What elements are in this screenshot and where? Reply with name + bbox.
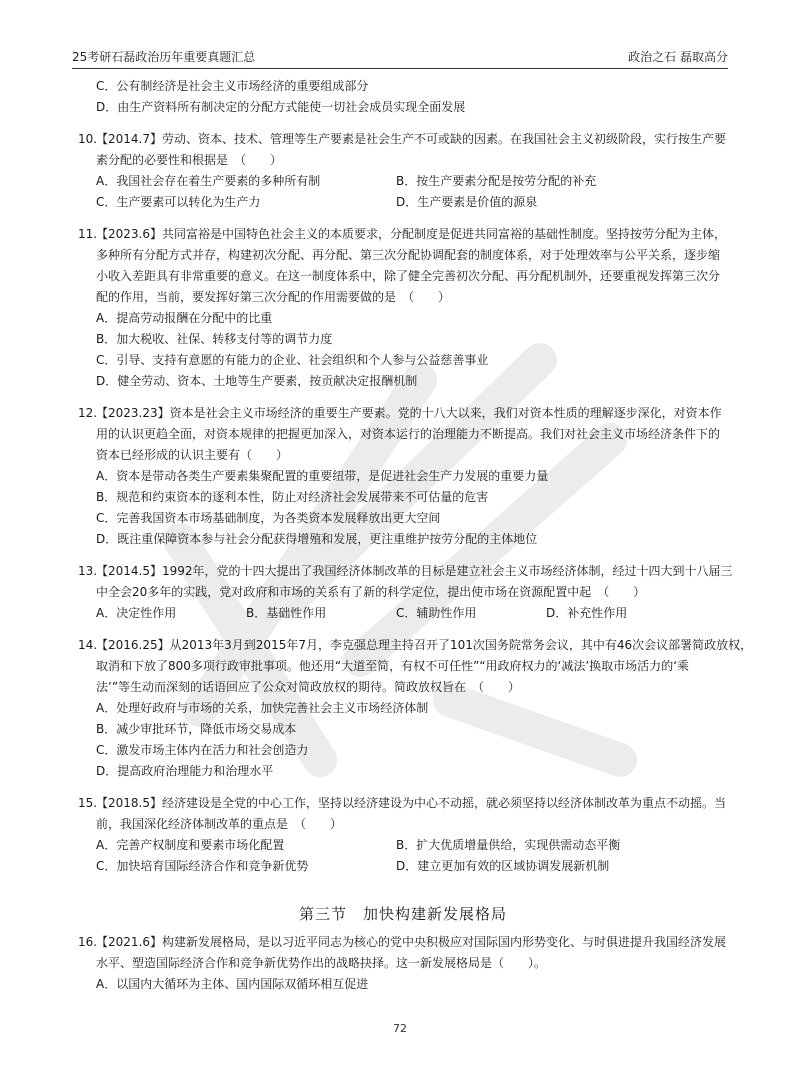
option-c: C．引导、支持有意愿的有能力的企业、社会组织和个人参与公益慈善事业 <box>96 353 489 367</box>
page-number: 72 <box>393 1022 407 1035</box>
question-text: 多种所有分配方式并存，构建初次分配、再分配、第三次分配协调配套的制度体系，对于处理效率与公平关系，逐步缩 <box>96 248 721 262</box>
option-a: A．提高劳动报酬在分配中的比重 <box>96 311 273 325</box>
question-text: 水平、塑造国际经济合作和竞争新优势作出的战略抉择。这一新发展格局是（ ）。 <box>96 956 547 970</box>
option-c: C．激发市场主体内在活力和社会创造力 <box>96 743 309 757</box>
option-a: A．以国内大循环为主体、国内国际双循环相互促进 <box>96 977 369 991</box>
question-number: 10. <box>78 132 98 146</box>
question-text: 取消和下放了800多项行政审批事项。他还用“大道至简，有权不可任性”“用政府权力的‘减法’换取市场活力的‘乘 <box>96 659 690 673</box>
question-text: 小收入差距具有非常重要的意义。在这一制度体系中，除了健全完善初次分配、再分配机制外，还要重视发挥第三次分 <box>96 269 721 283</box>
option-c: C．辅助性作用 <box>396 606 477 620</box>
option-a: A．处理好政府与市场的关系，加快完善社会主义市场经济体制 <box>96 701 429 715</box>
question-13 <box>78 561 733 624</box>
header-slogan: 政治之石 磊取高分 <box>628 50 728 64</box>
option-a: A．资本是带动各类生产要素集聚配置的重要纽带，是促进社会生产力发展的重要力量 <box>96 469 549 483</box>
option-d: D．补充性作用 <box>546 606 628 620</box>
question-number: 13. <box>78 564 98 578</box>
option-d: D．健全劳动、资本、土地等生产要素，按贡献决定报酬机制 <box>96 374 418 388</box>
question-11 <box>78 224 728 392</box>
question-text: 【2018.5】经济建设是全党的中心工作，坚持以经济建设为中心不动摇，就必须坚持以经济体制改革为重点不动摇。当 <box>96 796 726 810</box>
question-text: 【2023.23】资本是社会主义市场经济的重要生产要素。党的十八大以来，我们对资本性质的理解逐步深化，对资本作 <box>96 406 722 420</box>
option-b: B．按生产要素分配是按劳分配的补充 <box>396 174 597 188</box>
question-text: 【2014.5】1992年，党的十四大提出了我国经济体制改革的目标是建立社会主义市场经济体制，经过十四大到十八届三 <box>96 564 733 578</box>
question-text: 配的作用，当前，要发挥好第三次分配的作用需要做的是 （ ） <box>96 290 451 304</box>
option-d: D．建立更加有效的区域协调发展新机制 <box>396 859 610 873</box>
option-b: B．规范和约束资本的逐利本性，防止对经济社会发展带来不可估量的危害 <box>96 490 489 504</box>
question-number: 14. <box>78 638 98 652</box>
question-text: 素分配的必要性和根据是 （ ） <box>96 153 283 167</box>
question-text: 中全会20多年的实践，党对政府和市场的关系有了新的科学定位，提出使市场在资源配置中起 （ ） <box>96 585 646 599</box>
question-number: 12. <box>78 406 98 420</box>
question-15 <box>78 793 728 877</box>
option-b: B．加大税收、社保、转移支付等的调节力度 <box>96 332 333 346</box>
question-number: 16. <box>78 935 98 949</box>
option-d: D．提高政府治理能力和治理水平 <box>96 764 274 778</box>
question-14 <box>78 635 753 782</box>
question-number: 15. <box>78 796 98 810</box>
option-c: C．完善我国资本市场基础制度，为各类资本发展释放出更大空间 <box>96 511 441 525</box>
option-a: A．我国社会存在着生产要素的多种所有制 <box>96 174 321 188</box>
option-b: B．扩大优质增量供给，实现供需动态平衡 <box>396 838 621 852</box>
question-text: 【2023.6】共同富裕是中国特色社会主义的本质要求，分配制度是促进共同富裕的基础性制度。坚持按劳分配为主体， <box>96 227 726 241</box>
option-d: D．生产要素是价值的源泉 <box>396 195 538 209</box>
option-c-prev: C．公有制经济是社会主义市场经济的重要组成部分 <box>96 79 369 93</box>
option-d-prev: D．由生产资料所有制决定的分配方式能使一切社会成员实现全面发展 <box>96 100 466 114</box>
page-header <box>72 46 728 69</box>
question-text: 资本已经形成的认识主要有（ ） <box>96 448 289 462</box>
option-c: C．加快培育国际经济合作和竞争新优势 <box>96 859 309 873</box>
question-16 <box>78 932 728 995</box>
header-title: 25考研石磊政治历年重要真题汇总 <box>72 50 256 64</box>
option-c: C．生产要素可以转化为生产力 <box>96 195 261 209</box>
question-text: 法’”等生动而深刻的话语回应了公众对简政放权的期待。简政放权旨在 （ ） <box>96 680 521 694</box>
question-text: 前，我国深化经济体制改革的重点是 （ ） <box>96 817 343 831</box>
section-title: 第三节 加快构建新发展格局 <box>298 905 507 923</box>
question-10 <box>78 129 728 213</box>
option-b: B．减少审批环节，降低市场交易成本 <box>96 722 297 736</box>
option-a: A．决定性作用 <box>96 606 177 620</box>
question-number: 11. <box>78 227 98 241</box>
option-b: B．基础性作用 <box>246 606 327 620</box>
option-d: D．既注重保障资本参与社会分配获得增殖和发展，更注重维护按劳分配的主体地位 <box>96 532 538 546</box>
question-12 <box>78 403 728 550</box>
page-content <box>78 76 753 995</box>
option-a: A．完善产权制度和要素市场化配置 <box>96 838 285 852</box>
question-text: 用的认识更趋全面，对资本规律的把握更加深入，对资本运行的治理能力不断提高。我们对社会主义市场经济条件下的 <box>96 427 721 441</box>
question-text: 【2014.7】劳动、资本、技术、管理等生产要素是社会生产不可或缺的因素。在我国社会主义初级阶段，实行按生产要 <box>96 132 726 146</box>
question-text: 【2016.25】从2013年3月到2015年7月，李克强总理主持召开了101次国务院常务会议，其中有46次会议部署简政放权， <box>96 638 753 652</box>
question-text: 【2021.6】构建新发展格局，是以习近平同志为核心的党中央积极应对国际国内形势变化、与时俱进提升我国经济发展 <box>96 935 726 949</box>
